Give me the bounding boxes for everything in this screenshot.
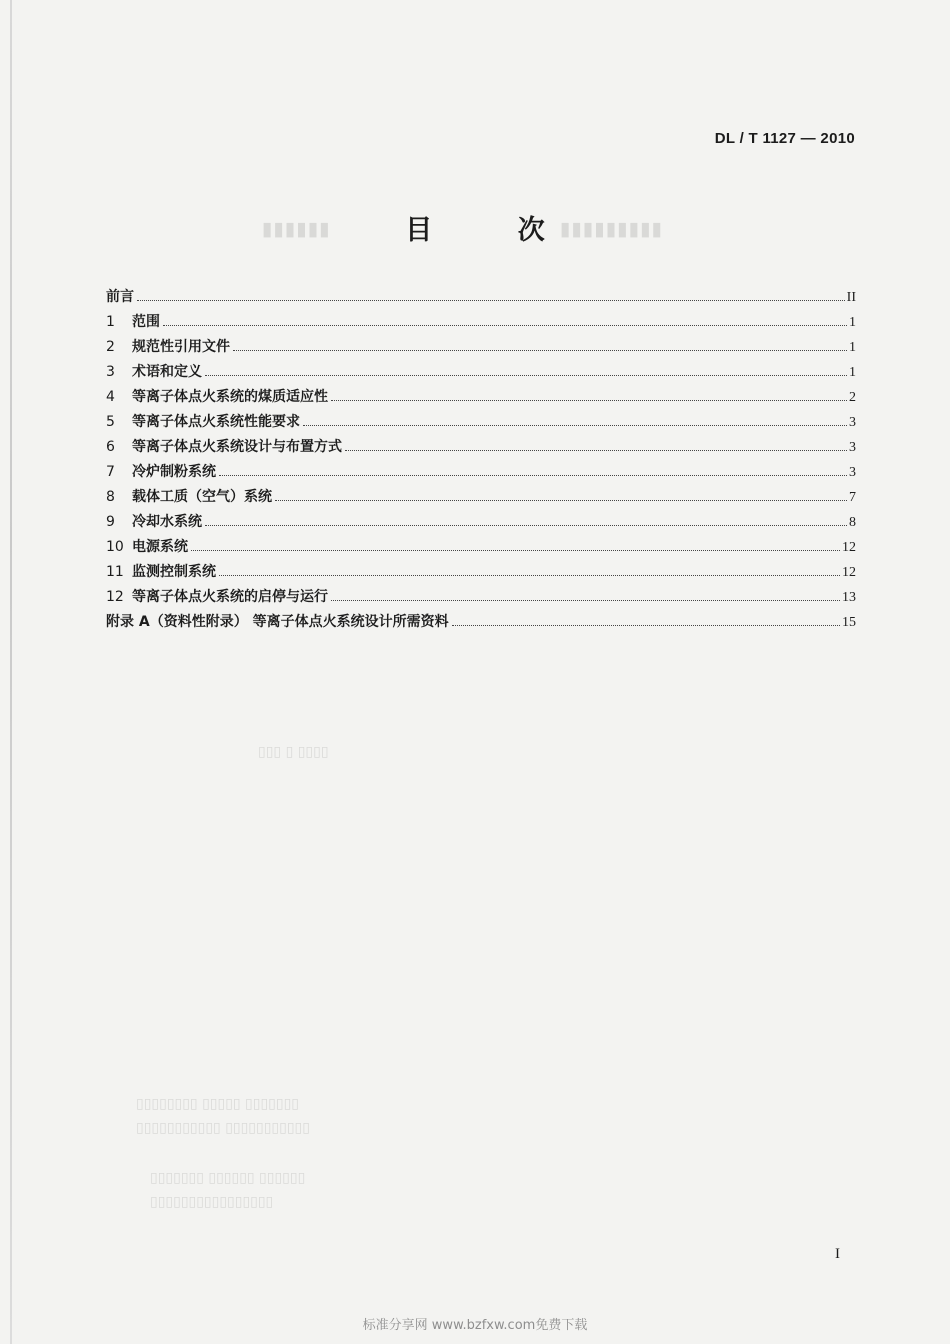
toc-number: 1 — [106, 314, 115, 330]
toc-leader — [205, 375, 847, 376]
toc-leader — [163, 325, 847, 326]
toc-label: 等离子体点火系统性能要求 — [132, 414, 300, 430]
toc-page: 2 — [849, 390, 856, 405]
toc-leader — [219, 475, 847, 476]
toc-number: 2 — [106, 339, 115, 355]
toc-entry[interactable] — [106, 536, 856, 561]
bleed-through-mark: ▯▯▯▯▯▯▯▯ ▯▯▯▯▯ ▯▯▯▯▯▯▯ — [136, 1096, 299, 1112]
toc-page: 12 — [842, 540, 856, 555]
page-title: 目 次 — [405, 215, 583, 246]
toc-leader — [205, 525, 847, 526]
toc-entry[interactable] — [106, 311, 856, 336]
toc-label: 等离子体点火系统设计与布置方式 — [132, 439, 342, 455]
toc-label: 附录 A（资料性附录） 等离子体点火系统设计所需资料 — [106, 614, 449, 630]
toc-leader — [275, 500, 847, 501]
toc-number: 10 — [106, 539, 124, 555]
toc-page: 7 — [849, 490, 856, 505]
toc-entry[interactable] — [106, 286, 856, 311]
page-number: I — [835, 1246, 840, 1262]
toc-label: 前言 — [106, 289, 134, 305]
bleed-through-right: ▮▮▮▮▮▮▮▮▮ — [560, 218, 664, 240]
toc-page: 13 — [842, 590, 856, 605]
toc-number: 4 — [106, 389, 115, 405]
toc-page: 12 — [842, 565, 856, 580]
bleed-through-left: ▮▮▮▮▮▮ — [262, 218, 331, 240]
toc-entry[interactable] — [106, 561, 856, 586]
toc-entry[interactable] — [106, 336, 856, 361]
toc-label: 术语和定义 — [132, 364, 202, 380]
toc-leader — [331, 600, 840, 601]
toc-page: 3 — [849, 465, 856, 480]
toc-page: 8 — [849, 515, 856, 530]
toc-page: 1 — [849, 365, 856, 380]
toc-number: 5 — [106, 414, 115, 430]
toc-entry[interactable] — [106, 611, 856, 636]
page-edge — [10, 0, 12, 1344]
toc-label: 范围 — [132, 314, 160, 330]
toc-entry[interactable] — [106, 586, 856, 611]
toc-label: 电源系统 — [132, 539, 188, 555]
bleed-through-mark: ▯▯▯▯▯▯▯▯▯▯▯ ▯▯▯▯▯▯▯▯▯▯▯ — [136, 1120, 310, 1136]
toc-label: 冷却水系统 — [132, 514, 202, 530]
toc-page: II — [846, 290, 856, 305]
toc-leader — [219, 575, 840, 576]
toc-label: 监测控制系统 — [132, 564, 216, 580]
document-code: DL / T 1127 — 2010 — [714, 130, 855, 147]
toc-number: 3 — [106, 364, 115, 380]
toc-leader — [233, 350, 847, 351]
bleed-through-mark: ▯▯▯▯▯▯▯▯▯▯▯▯▯▯▯▯ — [150, 1194, 274, 1210]
toc-leader — [191, 550, 840, 551]
toc-label: 等离子体点火系统的启停与运行 — [132, 589, 328, 605]
toc-entry[interactable] — [106, 461, 856, 486]
toc-page: 1 — [849, 315, 856, 330]
table-of-contents — [106, 286, 856, 636]
toc-leader — [331, 400, 847, 401]
toc-entry[interactable] — [106, 486, 856, 511]
toc-number: 12 — [106, 589, 124, 605]
toc-leader — [345, 450, 847, 451]
toc-label: 等离子体点火系统的煤质适应性 — [132, 389, 328, 405]
toc-page: 1 — [849, 340, 856, 355]
toc-entry[interactable] — [106, 386, 856, 411]
toc-number: 6 — [106, 439, 115, 455]
toc-label: 冷炉制粉系统 — [132, 464, 216, 480]
toc-leader — [137, 300, 845, 301]
toc-entry[interactable] — [106, 411, 856, 436]
toc-label: 载体工质（空气）系统 — [132, 489, 272, 505]
toc-leader — [452, 625, 840, 626]
bleed-through-mark: ▯▯▯ ▯ ▯▯▯▯ — [258, 744, 329, 760]
toc-leader — [303, 425, 847, 426]
toc-number: 11 — [106, 564, 124, 580]
toc-entry[interactable] — [106, 436, 856, 461]
toc-number: 7 — [106, 464, 115, 480]
toc-entry[interactable] — [106, 361, 856, 386]
bleed-through-mark: ▯▯▯▯▯▯▯ ▯▯▯▯▯▯ ▯▯▯▯▯▯ — [150, 1170, 306, 1186]
toc-number: 8 — [106, 489, 115, 505]
toc-page: 15 — [842, 615, 856, 630]
watermark: 标准分享网 www.bzfxw.com免费下载 — [362, 1318, 588, 1333]
toc-page: 3 — [849, 440, 856, 455]
toc-entry[interactable] — [106, 511, 856, 536]
toc-label: 规范性引用文件 — [132, 339, 230, 355]
toc-number: 9 — [106, 514, 115, 530]
toc-page: 3 — [849, 415, 856, 430]
